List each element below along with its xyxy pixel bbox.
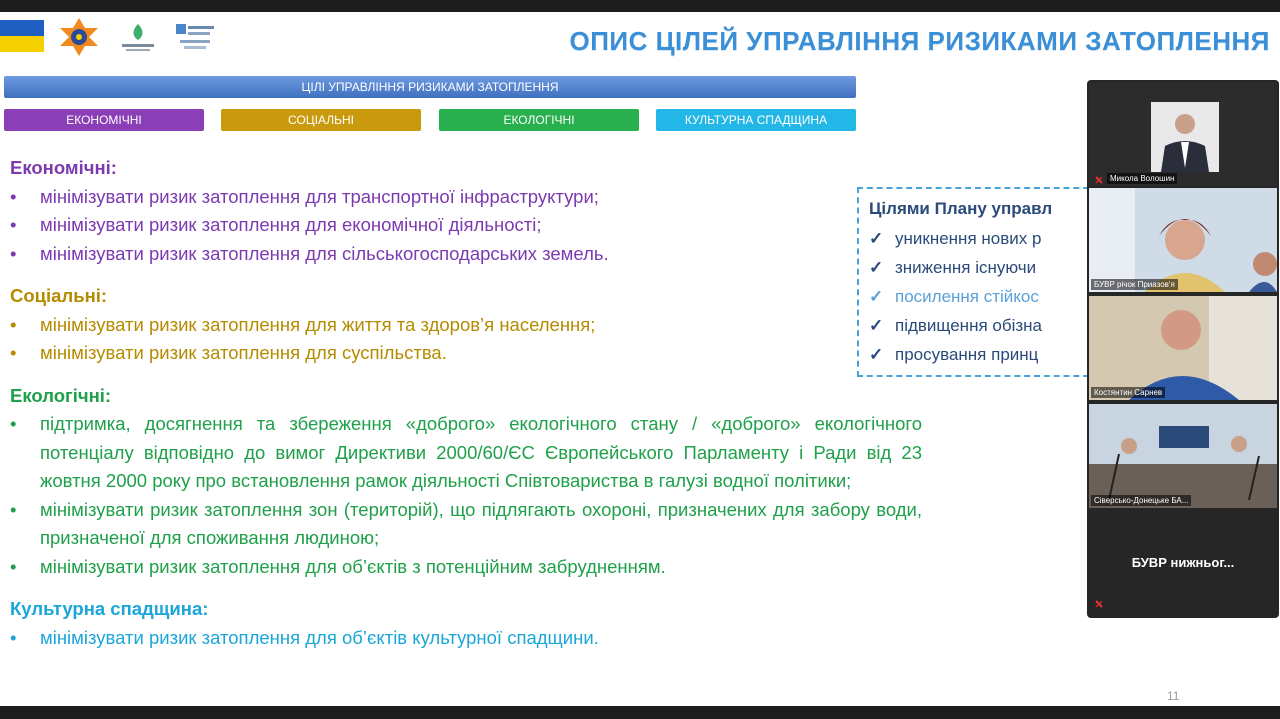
list-item: • мінімізувати ризик затоплення для об’єктів з потенційним забрудненням. <box>10 553 922 582</box>
plan-goals-heading: Цілями Плану управл <box>869 199 1053 218</box>
participant-name: Костянтин Сарнев <box>1091 387 1165 398</box>
social-list <box>10 311 922 368</box>
participant-video-icon <box>1089 296 1277 400</box>
category-social: СОЦІАЛЬНІ <box>221 109 421 131</box>
check-icon: ✓ <box>869 345 884 364</box>
check-icon: ✓ <box>869 258 884 277</box>
list-item: • мінімізувати ризик затоплення для життя та здоров’я населення; <box>10 311 922 340</box>
social-heading: Соціальні: <box>10 285 108 306</box>
list-item: • підтримка, досягнення та збереження «доброго» екологічного стану / «доброго» екологічного потенціалу відповідно до вимог Директиви 2000/60/ЄС Європейського Парламенту і Ради від 23 жовтня 2000 року про встановлення рамок діяльності Співтовариства в галузі водної політики; <box>10 410 922 496</box>
muted-mic-icon <box>1095 176 1103 184</box>
participant-tile[interactable] <box>1089 188 1277 292</box>
participant-tile[interactable] <box>1089 296 1277 400</box>
participant-tile[interactable] <box>1089 404 1277 508</box>
list-item: • мінімізувати ризик затоплення для об’єктів культурної спадщини. <box>10 624 922 653</box>
participant-tile[interactable] <box>1089 82 1277 186</box>
list-item: • мінімізувати ризик затоплення для суспільства. <box>10 339 922 368</box>
plan-goal-item: ✓ зниження існуючи <box>869 258 1037 277</box>
participant-name: Сіверсько-Донецьке БА... <box>1091 495 1191 506</box>
category-economic: ЕКОНОМІЧНІ <box>4 109 204 131</box>
top-bar <box>0 0 1280 12</box>
economic-heading: Економічні: <box>10 157 117 178</box>
check-icon: ✓ <box>869 316 884 335</box>
participant-name[interactable]: БУВР нижньог... <box>1131 555 1235 570</box>
cultural-list <box>10 624 922 653</box>
cultural-heading: Культурна спадщина: <box>10 598 209 619</box>
participant-name: Микола Волошин <box>1107 173 1177 184</box>
bottom-bar <box>0 706 1280 719</box>
check-icon: ✓ <box>869 287 884 306</box>
economic-list <box>10 183 922 269</box>
check-icon: ✓ <box>869 229 884 248</box>
slide-title: ОПИС ЦІЛЕЙ УПРАВЛІННЯ РИЗИКАМИ ЗАТОПЛЕННЯ <box>569 26 1270 56</box>
list-item: • мінімізувати ризик затоплення для економічної діяльності; <box>10 211 922 240</box>
plan-goals-box <box>857 187 1099 377</box>
participant-name: БУВР річок Приазов'я <box>1091 279 1178 290</box>
participant-photo-icon <box>1151 102 1219 172</box>
muted-mic-icon <box>1095 600 1103 608</box>
ukraine-flag-icon <box>0 20 44 52</box>
plan-goal-item: ✓ уникнення нових р <box>869 229 1042 248</box>
list-item: • мінімізувати ризик затоплення для транспортної інфраструктури; <box>10 183 922 212</box>
participant-video-icon <box>1089 188 1277 292</box>
participants-panel[interactable] <box>1087 80 1279 618</box>
plan-goal-item: ✓ посилення стійкос <box>869 287 1039 306</box>
emergency-service-emblem-icon <box>58 16 100 58</box>
plan-goal-item: ✓ підвищення обізна <box>869 316 1042 335</box>
ecological-heading: Екологічні: <box>10 384 112 406</box>
category-ecological: ЕКОЛОГІЧНІ <box>439 109 639 131</box>
goals-content <box>10 154 922 652</box>
plan-goal-item: ✓ просування принц <box>869 345 1039 364</box>
page-number: 11 <box>1167 689 1180 703</box>
list-item: • мінімізувати ризик затоплення для сільськогосподарських земель. <box>10 240 922 269</box>
participant-video-icon <box>1089 404 1277 508</box>
goals-banner: ЦІЛІ УПРАВЛІННЯ РИЗИКАМИ ЗАТОПЛЕННЯ <box>4 76 856 98</box>
list-item: • мінімізувати ризик затоплення зон (територій), що підлягають охороні, призначених для забору води, призначеної для споживання людиною; <box>10 496 922 553</box>
agency-logo-icon <box>116 20 160 54</box>
ecological-list <box>10 410 922 581</box>
category-cultural-heritage: КУЛЬТУРНА СПАДЩИНА <box>656 109 856 131</box>
ministry-logo-icon <box>172 20 218 54</box>
